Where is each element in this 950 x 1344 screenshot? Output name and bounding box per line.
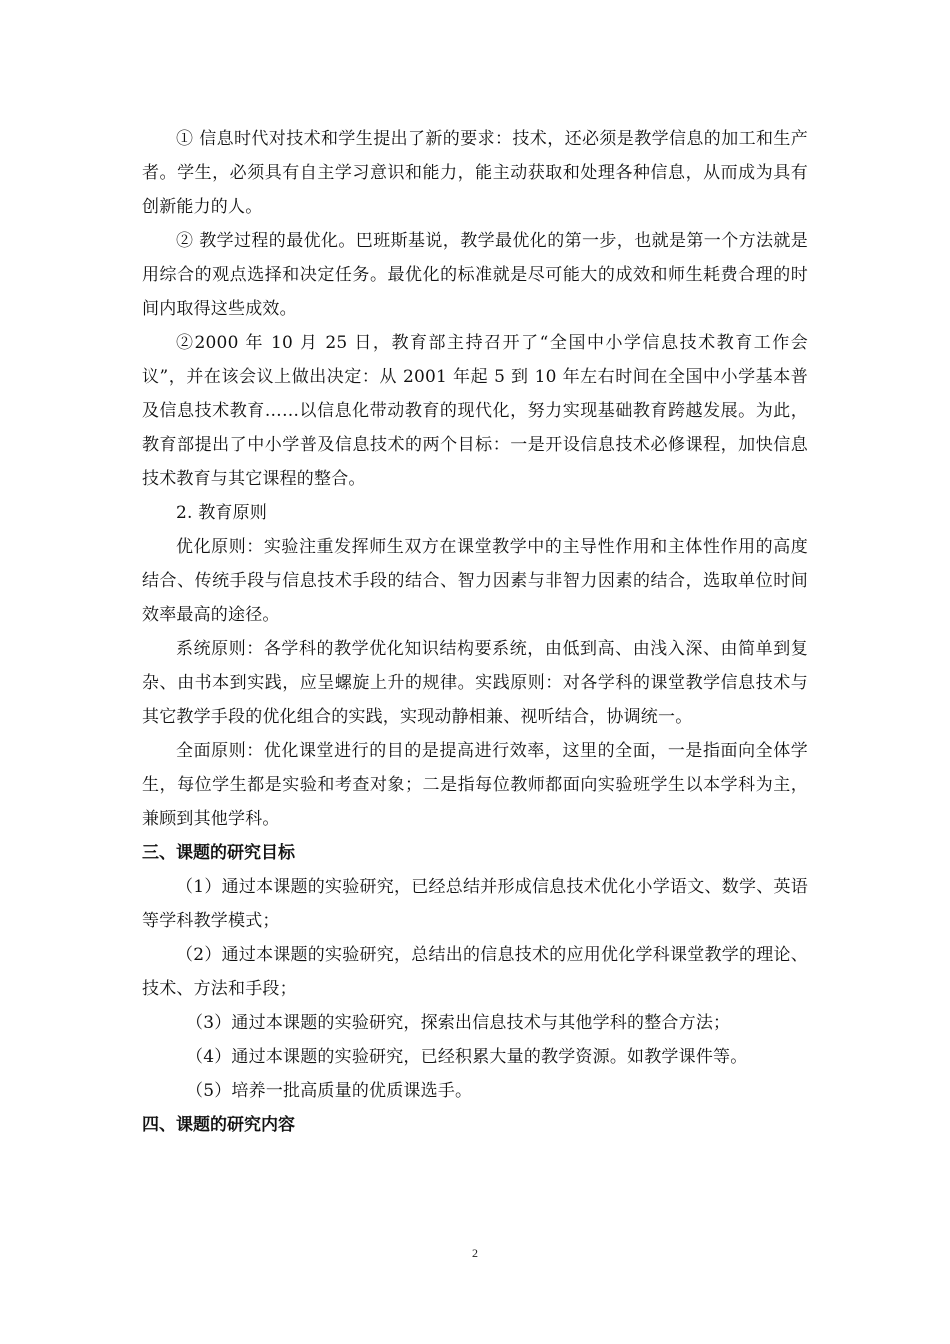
goal-item-5: （5）培养一批高质量的优质课选手。	[186, 1081, 473, 1101]
document-body	[142, 122, 808, 1142]
paragraph-3: ②2000 年 10 月 25 日，教育部主持召开了“全国中小学信息技术教育工作会议”，并在该会议上做出决定：从 2001 年起 5 到 10 年左右时间在全国中小学基本普及信息技术教育……以信息化带动教育的现代化，努力实现基础教育跨越发展。为此，教育部提出了中小学普及信息技术的两个目标：一是开设信息技术必修课程，加快信息技术教育与其它课程的整合。	[142, 333, 808, 489]
paragraph-2: ② 教学过程的最优化。巴班斯基说，教学最优化的第一步，也就是第一个方法就是用综合的观点选择和决定任务。最优化的标准就是尽可能大的成效和师生耗费合理的时间内取得这些成效。	[142, 231, 808, 319]
heading-research-content: 四、课题的研究内容	[142, 1115, 295, 1135]
heading-research-goals: 三、课题的研究目标	[142, 843, 295, 863]
goal-item-3: （3）通过本课题的实验研究，探索出信息技术与其他学科的整合方法；	[186, 1013, 731, 1033]
goal-item-1: （1）通过本课题的实验研究，已经总结并形成信息技术优化小学语文、数学、英语等学科教学模式；	[142, 877, 808, 931]
paragraph-optimization-principle: 优化原则：实验注重发挥师生双方在课堂教学中的主导性作用和主体性作用的高度结合、传统手段与信息技术手段的结合、智力因素与非智力因素的结合，选取单位时间效率最高的途径。	[142, 537, 808, 625]
section-heading-education-principles: 2. 教育原则	[176, 503, 268, 523]
paragraph-comprehensive-principle: 全面原则：优化课堂进行的目的是提高进行效率，这里的全面，一是指面向全体学生，每位学生都是实验和考查对象；二是指每位教师都面向实验班学生以本学科为主，兼顾到其他学科。	[142, 741, 808, 829]
page-number: 2	[472, 1246, 478, 1260]
paragraph-1: ① 信息时代对技术和学生提出了新的要求：技术，还必须是教学信息的加工和生产者。学生，必须具有自主学习意识和能力，能主动获取和处理各种信息，从而成为具有创新能力的人。	[142, 129, 808, 217]
paragraph-system-principle: 系统原则：各学科的教学优化知识结构要系统，由低到高、由浅入深、由简单到复杂、由书本到实践，应呈螺旋上升的规律。实践原则：对各学科的课堂教学信息技术与其它教学手段的优化组合的实践，实现动静相兼、视听结合，协调统一。	[142, 639, 808, 727]
goal-item-2: （2）通过本课题的实验研究，总结出的信息技术的应用优化学科课堂教学的理论、技术、方法和手段；	[142, 945, 808, 999]
goal-item-4: （4）通过本课题的实验研究，已经积累大量的教学资源。如教学课件等。	[186, 1047, 748, 1067]
